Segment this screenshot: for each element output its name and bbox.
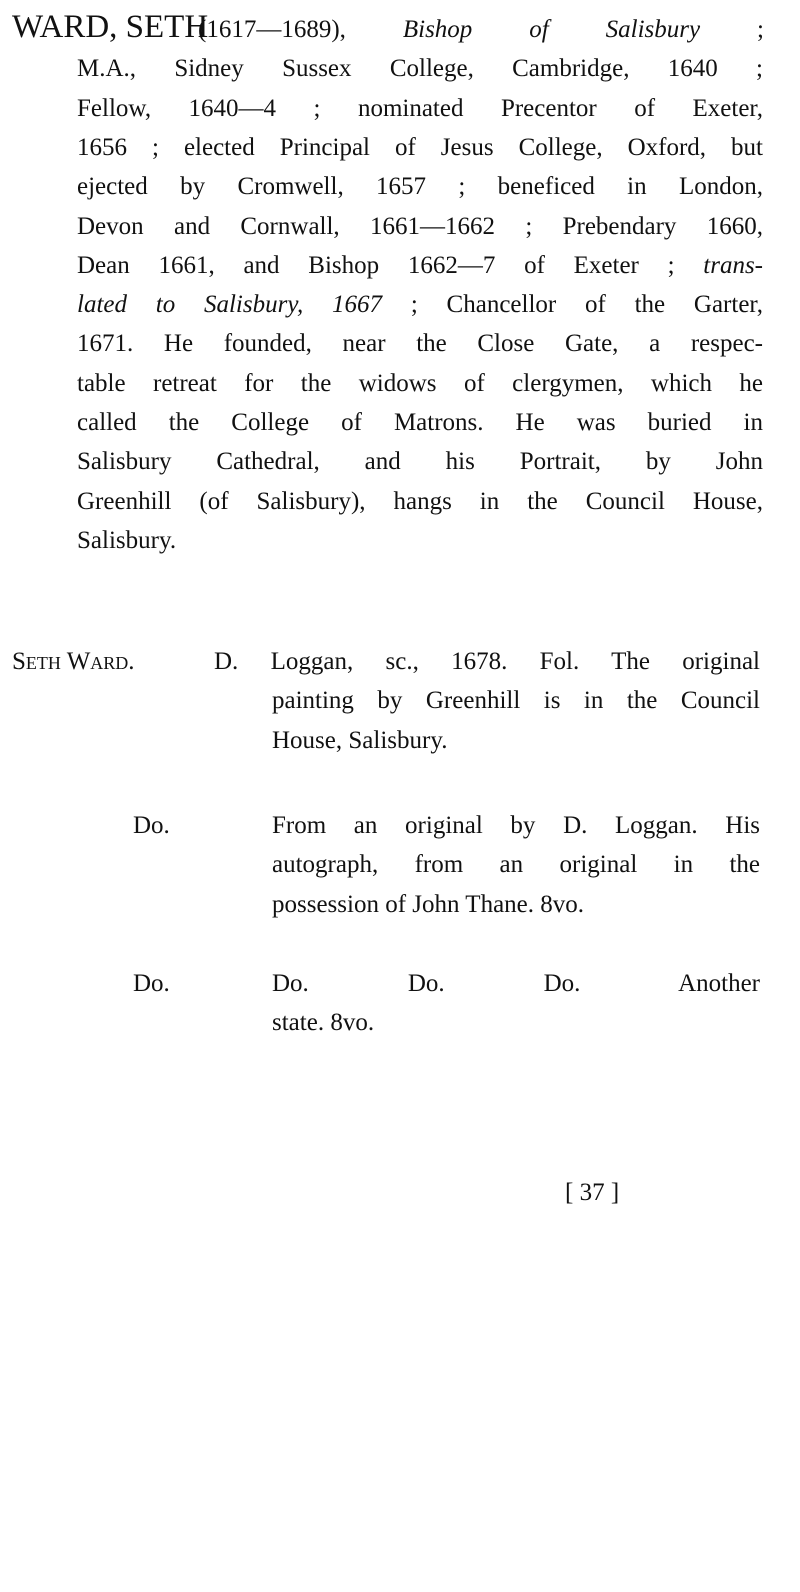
- text-segment: (1617—1689),: [198, 16, 403, 43]
- italic-text: trans-: [703, 251, 763, 279]
- text-segment: Salisbury Cathedral, and his Portrait, by John: [77, 448, 763, 476]
- portrait-label: Seth Ward.: [12, 648, 135, 675]
- text-segment: M.A., Sidney Sussex College, Cambridge, 1640 ;: [77, 55, 763, 83]
- text-segment: Greenhill (of Salisbury), hangs in the Council House,: [77, 487, 763, 515]
- biography-line: [77, 290, 763, 320]
- biography-line: [77, 487, 763, 517]
- biography-line: [77, 329, 763, 359]
- text-segment: Dean 1661, and Bishop 1662—7 of Exeter ;: [77, 251, 704, 279]
- text-segment: Fellow, 1640—4 ; nominated Precentor of Exeter,: [77, 94, 763, 122]
- text-segment: Devon and Cornwall, 1661—1662 ; Prebendary 1660,: [77, 212, 763, 240]
- biography-line: [198, 15, 764, 45]
- portrait-description-line: painting by Greenhill is in the Council: [272, 687, 760, 715]
- portrait-description-line: autograph, from an original in the: [272, 851, 760, 879]
- italic-text: lated to Salisbury, 1667: [77, 291, 383, 319]
- biography-line: [77, 251, 763, 281]
- text-segment: 1671. He founded, near the Close Gate, a respec-: [77, 330, 763, 358]
- biography-line: [77, 526, 176, 556]
- biography-line: [77, 408, 763, 438]
- biography-line: [77, 172, 763, 202]
- portrait-description-line: possession of John Thane. 8vo.: [272, 890, 585, 918]
- text-segment: Salisbury.: [77, 526, 177, 554]
- biography-line: [77, 212, 763, 242]
- italic-text: Bishop of Salisbury: [402, 16, 701, 43]
- portrait-description-line: D. Loggan, sc., 1678. Fol. The original: [214, 648, 760, 675]
- portrait-label: Do.: [133, 970, 170, 997]
- entry-name: WARD, SETH: [12, 9, 209, 45]
- text-segment: table retreat for the widows of clergymen, which he: [77, 369, 763, 397]
- text-segment: ;: [700, 16, 765, 43]
- biography-line: [77, 369, 763, 399]
- text-segment: 1656 ; elected Principal of Jesus College, Oxford, but: [77, 133, 763, 161]
- portrait-description-line: From an original by D. Loggan. His: [272, 812, 760, 839]
- portrait-description-line: Do. Do. Do. Another: [272, 970, 760, 997]
- text-segment: ; Chancellor of the Garter,: [382, 291, 763, 319]
- text-segment: ejected by Cromwell, 1657 ; beneficed in London,: [77, 173, 763, 201]
- portrait-description-line: state. 8vo.: [272, 1009, 375, 1037]
- text-segment: called the College of Matrons. He was buried in: [77, 409, 763, 436]
- biography-line: [77, 447, 763, 477]
- biography-line: [77, 94, 763, 124]
- biography-line: [77, 54, 763, 84]
- portrait-description-line: House, Salisbury.: [272, 726, 448, 754]
- biography-line: [77, 133, 763, 163]
- page-number: [ 37 ]: [565, 1179, 620, 1206]
- portrait-label: Do.: [133, 812, 170, 839]
